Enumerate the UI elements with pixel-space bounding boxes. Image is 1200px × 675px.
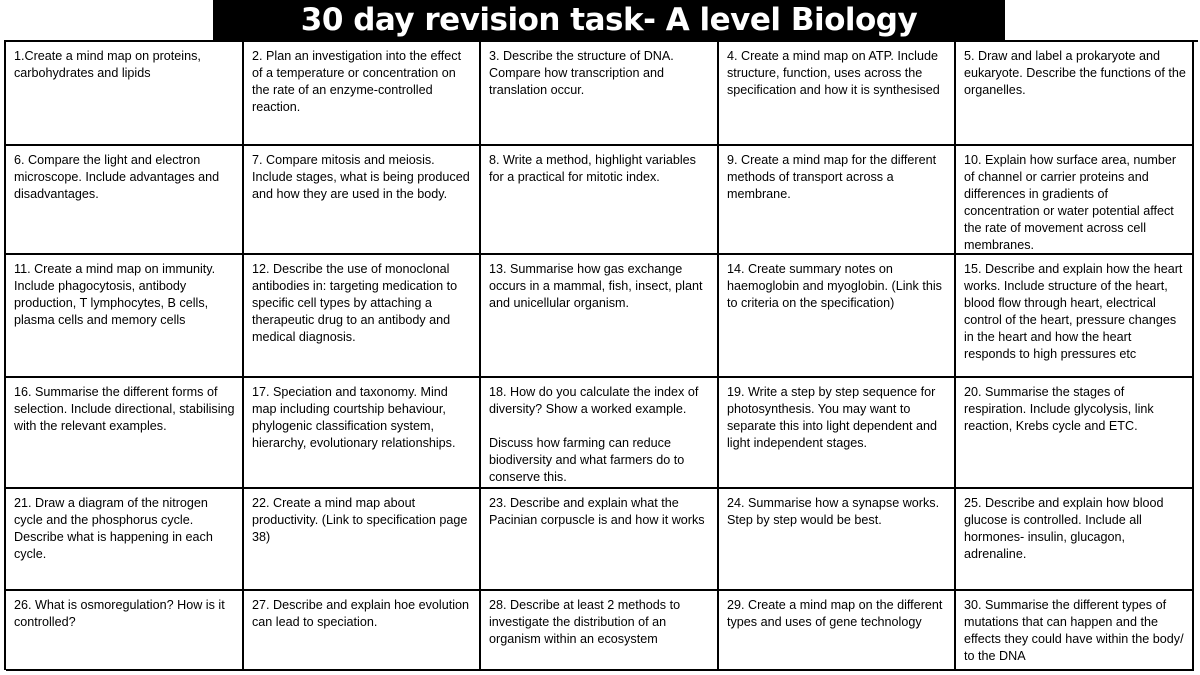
task-cell-20: 20. Summarise the stages of respiration. Include glycolysis, link reaction, Krebs cycle and ETC. — [956, 378, 1194, 489]
task-cell-2: 2. Plan an investigation into the effect of a temperature or concentration on the rate of an enzyme-controlled reaction. — [244, 42, 481, 146]
task-cell-9: 9. Create a mind map for the different methods of transport across a membrane. — [719, 146, 956, 255]
task-cell-8: 8. Write a method, highlight variables for a practical for mitotic index. — [481, 146, 719, 255]
task-cell-10: 10. Explain how surface area, number of channel or carrier proteins and differences in gradients of concentration or water potential affect the rate of movement across cell membranes. — [956, 146, 1194, 255]
task-cell-23: 23. Describe and explain what the Pacinian corpuscle is and how it works — [481, 489, 719, 591]
task-cell-29: 29. Create a mind map on the different types and uses of gene technology — [719, 591, 956, 671]
task-cell-15: 15. Describe and explain how the heart works. Include structure of the heart, blood flow through heart, electrical control of the heart, pressure changes in the heart and how the heart responds to high pressures etc — [956, 255, 1194, 378]
task-cell-11: 11. Create a mind map on immunity. Include phagocytosis, antibody production, T lymphocytes, B cells, plasma cells and memory cells — [6, 255, 244, 378]
task-grid — [4, 40, 1198, 670]
task-cell-14: 14. Create summary notes on haemoglobin and myoglobin. (Link this to criteria on the specification) — [719, 255, 956, 378]
task-cell-12: 12. Describe the use of monoclonal antibodies in: targeting medication to specific cell types by attaching a therapeutic drug to an antibody and medical diagnosis. — [244, 255, 481, 378]
task-cell-4: 4. Create a mind map on ATP. Include structure, function, uses across the specification and how it is synthesised — [719, 42, 956, 146]
task-cell-13: 13. Summarise how gas exchange occurs in a mammal, fish, insect, plant and unicellular organism. — [481, 255, 719, 378]
task-cell-21: 21. Draw a diagram of the nitrogen cycle and the phosphorus cycle. Describe what is happening in each cycle. — [6, 489, 244, 591]
task-cell-6: 6. Compare the light and electron microscope. Include advantages and disadvantages. — [6, 146, 244, 255]
task-cell-26: 26. What is osmoregulation? How is it controlled? — [6, 591, 244, 671]
task-cell-1: 1.Create a mind map on proteins, carbohydrates and lipids — [6, 42, 244, 146]
task-cell-30: 30. Summarise the different types of mutations that can happen and the effects they could have within the body/ to the DNA — [956, 591, 1194, 671]
task-cell-19: 19. Write a step by step sequence for photosynthesis. You may want to separate this into light dependent and light independent stages. — [719, 378, 956, 489]
task-cell-24: 24. Summarise how a synapse works. Step by step would be best. — [719, 489, 956, 591]
page-title: 30 day revision task- A level Biology — [213, 0, 1005, 40]
task-cell-5: 5. Draw and label a prokaryote and eukaryote. Describe the functions of the organelles. — [956, 42, 1194, 146]
task-cell-25: 25. Describe and explain how blood glucose is controlled. Include all hormones- insulin, glucagon, adrenaline. — [956, 489, 1194, 591]
task-cell-16: 16. Summarise the different forms of selection. Include directional, stabilising with the relevant examples. — [6, 378, 244, 489]
task-cell-27: 27. Describe and explain hoe evolution can lead to speciation. — [244, 591, 481, 671]
task-cell-7: 7. Compare mitosis and meiosis. Include stages, what is being produced and how they are used in the body. — [244, 146, 481, 255]
task-cell-28: 28. Describe at least 2 methods to investigate the distribution of an organism within an ecosystem — [481, 591, 719, 671]
task-cell-18: 18. How do you calculate the index of diversity? Show a worked example. Discuss how farming can reduce biodiversity and what farmers do to conserve this. — [481, 378, 719, 489]
task-cell-3: 3. Describe the structure of DNA. Compare how transcription and translation occur. — [481, 42, 719, 146]
task-cell-22: 22. Create a mind map about productivity. (Link to specification page 38) — [244, 489, 481, 591]
task-cell-17: 17. Speciation and taxonomy. Mind map including courtship behaviour, phylogenic classification system, hierarchy, evolutionary relationships. — [244, 378, 481, 489]
